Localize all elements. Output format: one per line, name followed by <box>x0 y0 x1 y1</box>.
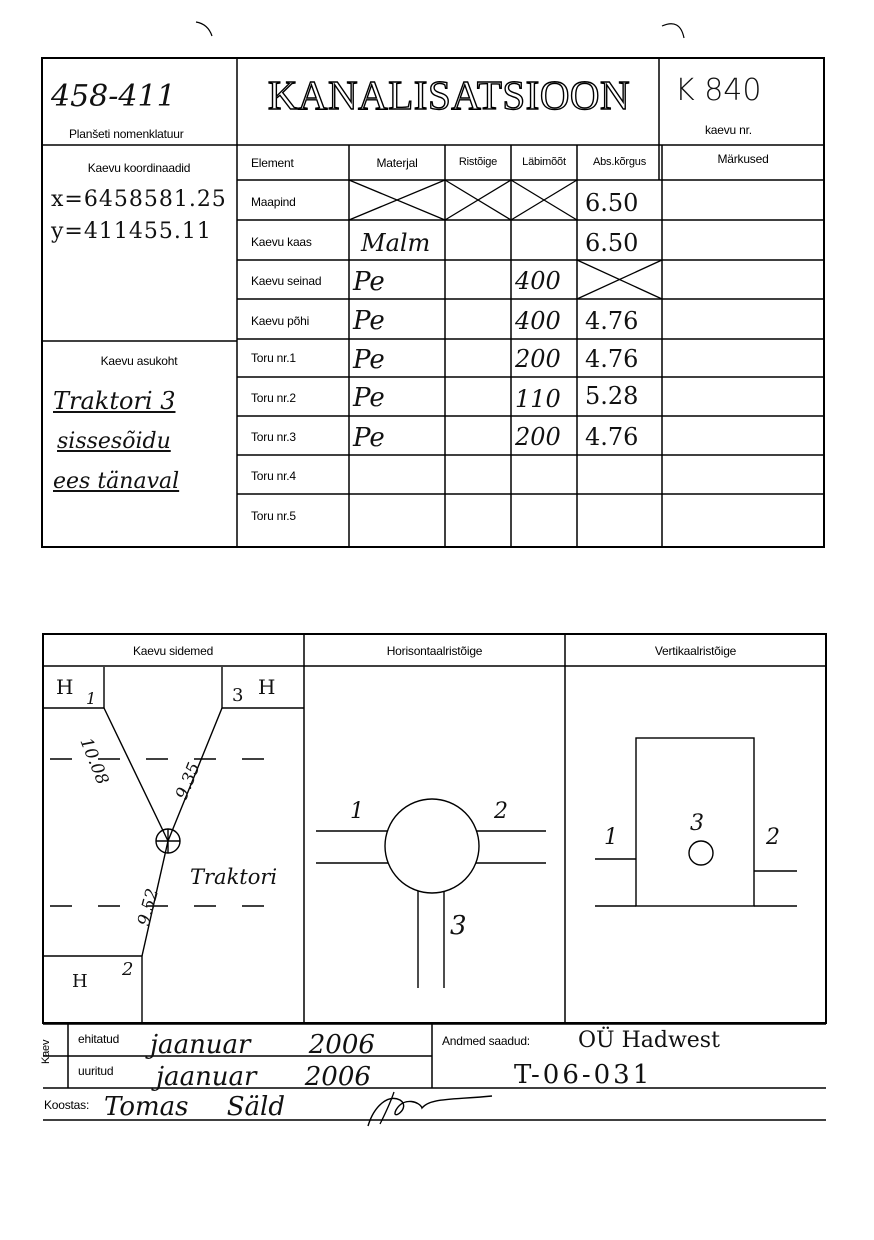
row-label: Toru nr.4 <box>251 469 296 483</box>
header-labimoot: Läbimõõt <box>522 156 566 168</box>
surveyed-value: jaanuar 2006 <box>156 1062 371 1092</box>
row-label: Toru nr.5 <box>251 509 296 523</box>
row-label: Toru nr.1 <box>251 351 296 365</box>
vertical-pipe-3: 3 <box>690 811 704 836</box>
tie-distance-2: 9.52 <box>134 886 164 929</box>
location-line-1: Traktori 3 <box>53 387 176 415</box>
coordinate-x: x=6458581.25 <box>51 187 227 212</box>
built-value: jaanuar 2006 <box>150 1030 375 1060</box>
sketch-header-ties: Kaevu sidemed <box>132 644 214 658</box>
tie-label-2: 2 <box>122 959 134 980</box>
compiled-label: Koostas: <box>44 1098 90 1112</box>
cell-materjal: Pe <box>353 306 385 336</box>
coordinate-y: y=411455.11 <box>51 219 212 244</box>
cell-materjal: Pe <box>353 345 385 375</box>
vertical-pipe-2: 2 <box>766 825 780 850</box>
cell-labimoot: 200 <box>515 423 561 451</box>
top-form <box>41 57 824 547</box>
location-line-2: sissesõidu <box>57 429 171 454</box>
punch-marks <box>0 0 874 60</box>
data-code-value: T-06-031 <box>514 1060 653 1090</box>
well-number-value: K 840 <box>675 73 762 108</box>
cell-abs-korgus: 6.50 <box>585 229 639 257</box>
surveyed-label: uuritud <box>78 1064 114 1078</box>
page-title: KANALISATSIOON <box>267 72 631 118</box>
cell-abs-korgus: 4.76 <box>585 307 639 335</box>
tie-distance-1: 10.08 <box>75 735 113 788</box>
horizontal-pipe-2: 2 <box>494 799 508 824</box>
cell-labimoot: 110 <box>515 385 561 413</box>
header-abs-korgus: Abs.kõrgus <box>592 156 647 168</box>
sketch-header-vertical: Vertikaalristõige <box>654 644 737 658</box>
tie-distance-3: 9.35 <box>172 759 205 803</box>
row-label: Toru nr.3 <box>251 430 296 444</box>
tie-label-h3: H <box>258 675 276 699</box>
horizontal-pipe-3: 3 <box>450 911 467 941</box>
row-label: Kaevu seinad <box>251 274 322 288</box>
header-element: Element <box>251 156 294 170</box>
horizontal-section-diagram <box>304 666 565 1023</box>
signature <box>360 1086 500 1136</box>
nomenclature-value: 458-411 <box>51 79 176 114</box>
ties-diagram <box>42 666 304 1023</box>
cell-labimoot: 400 <box>515 307 561 335</box>
header-ristloige: Ristõige <box>458 156 498 168</box>
row-label: Kaevu kaas <box>251 235 312 249</box>
tie-label-3: 3 <box>232 685 244 706</box>
sketch-form <box>42 633 826 1023</box>
cell-abs-korgus: 4.76 <box>585 345 639 373</box>
cell-abs-korgus: 4.76 <box>585 423 639 451</box>
header-markused: Märkused <box>717 152 769 166</box>
location-line-3: ees tänaval <box>53 469 180 494</box>
row-label: Maapind <box>251 195 296 209</box>
data-source-label: Andmed saadud: <box>442 1034 530 1048</box>
vertical-pipe-1: 1 <box>604 825 618 850</box>
cell-materjal: Pe <box>353 383 385 413</box>
tie-label-h2: H <box>72 971 88 992</box>
data-source-value: OÜ Hadwest <box>578 1028 720 1053</box>
row-label: Kaevu põhi <box>251 314 310 328</box>
cell-abs-korgus: 6.50 <box>585 189 639 217</box>
compiled-value: Tomas Säld <box>104 1092 286 1122</box>
well-number-label: kaevu nr. <box>705 123 752 137</box>
horizontal-pipe-1: 1 <box>350 799 364 824</box>
cell-labimoot: 200 <box>515 345 561 373</box>
cell-labimoot: 400 <box>515 267 561 295</box>
built-label: ehitatud <box>78 1032 120 1046</box>
cell-materjal: Malm <box>361 229 431 257</box>
coordinates-label: Kaevu koordinaadid <box>87 161 191 175</box>
tie-label-h1: H <box>56 675 74 699</box>
nomenclature-label: Planšeti nomenklatuur <box>69 127 184 141</box>
row-label: Toru nr.2 <box>251 391 296 405</box>
cell-abs-korgus: 5.28 <box>585 382 639 410</box>
footer-side-label: Kaev <box>40 1039 52 1064</box>
sketch-header-horizontal: Horisontaalristõige <box>386 644 483 658</box>
header-materjal: Materjal <box>376 156 418 170</box>
location-label: Kaevu asukoht <box>100 354 178 368</box>
cell-materjal: Pe <box>353 267 385 297</box>
tie-street-name: Traktori <box>190 865 278 889</box>
cell-materjal: Pe <box>353 423 385 453</box>
tie-label-1: 1 <box>86 689 97 708</box>
